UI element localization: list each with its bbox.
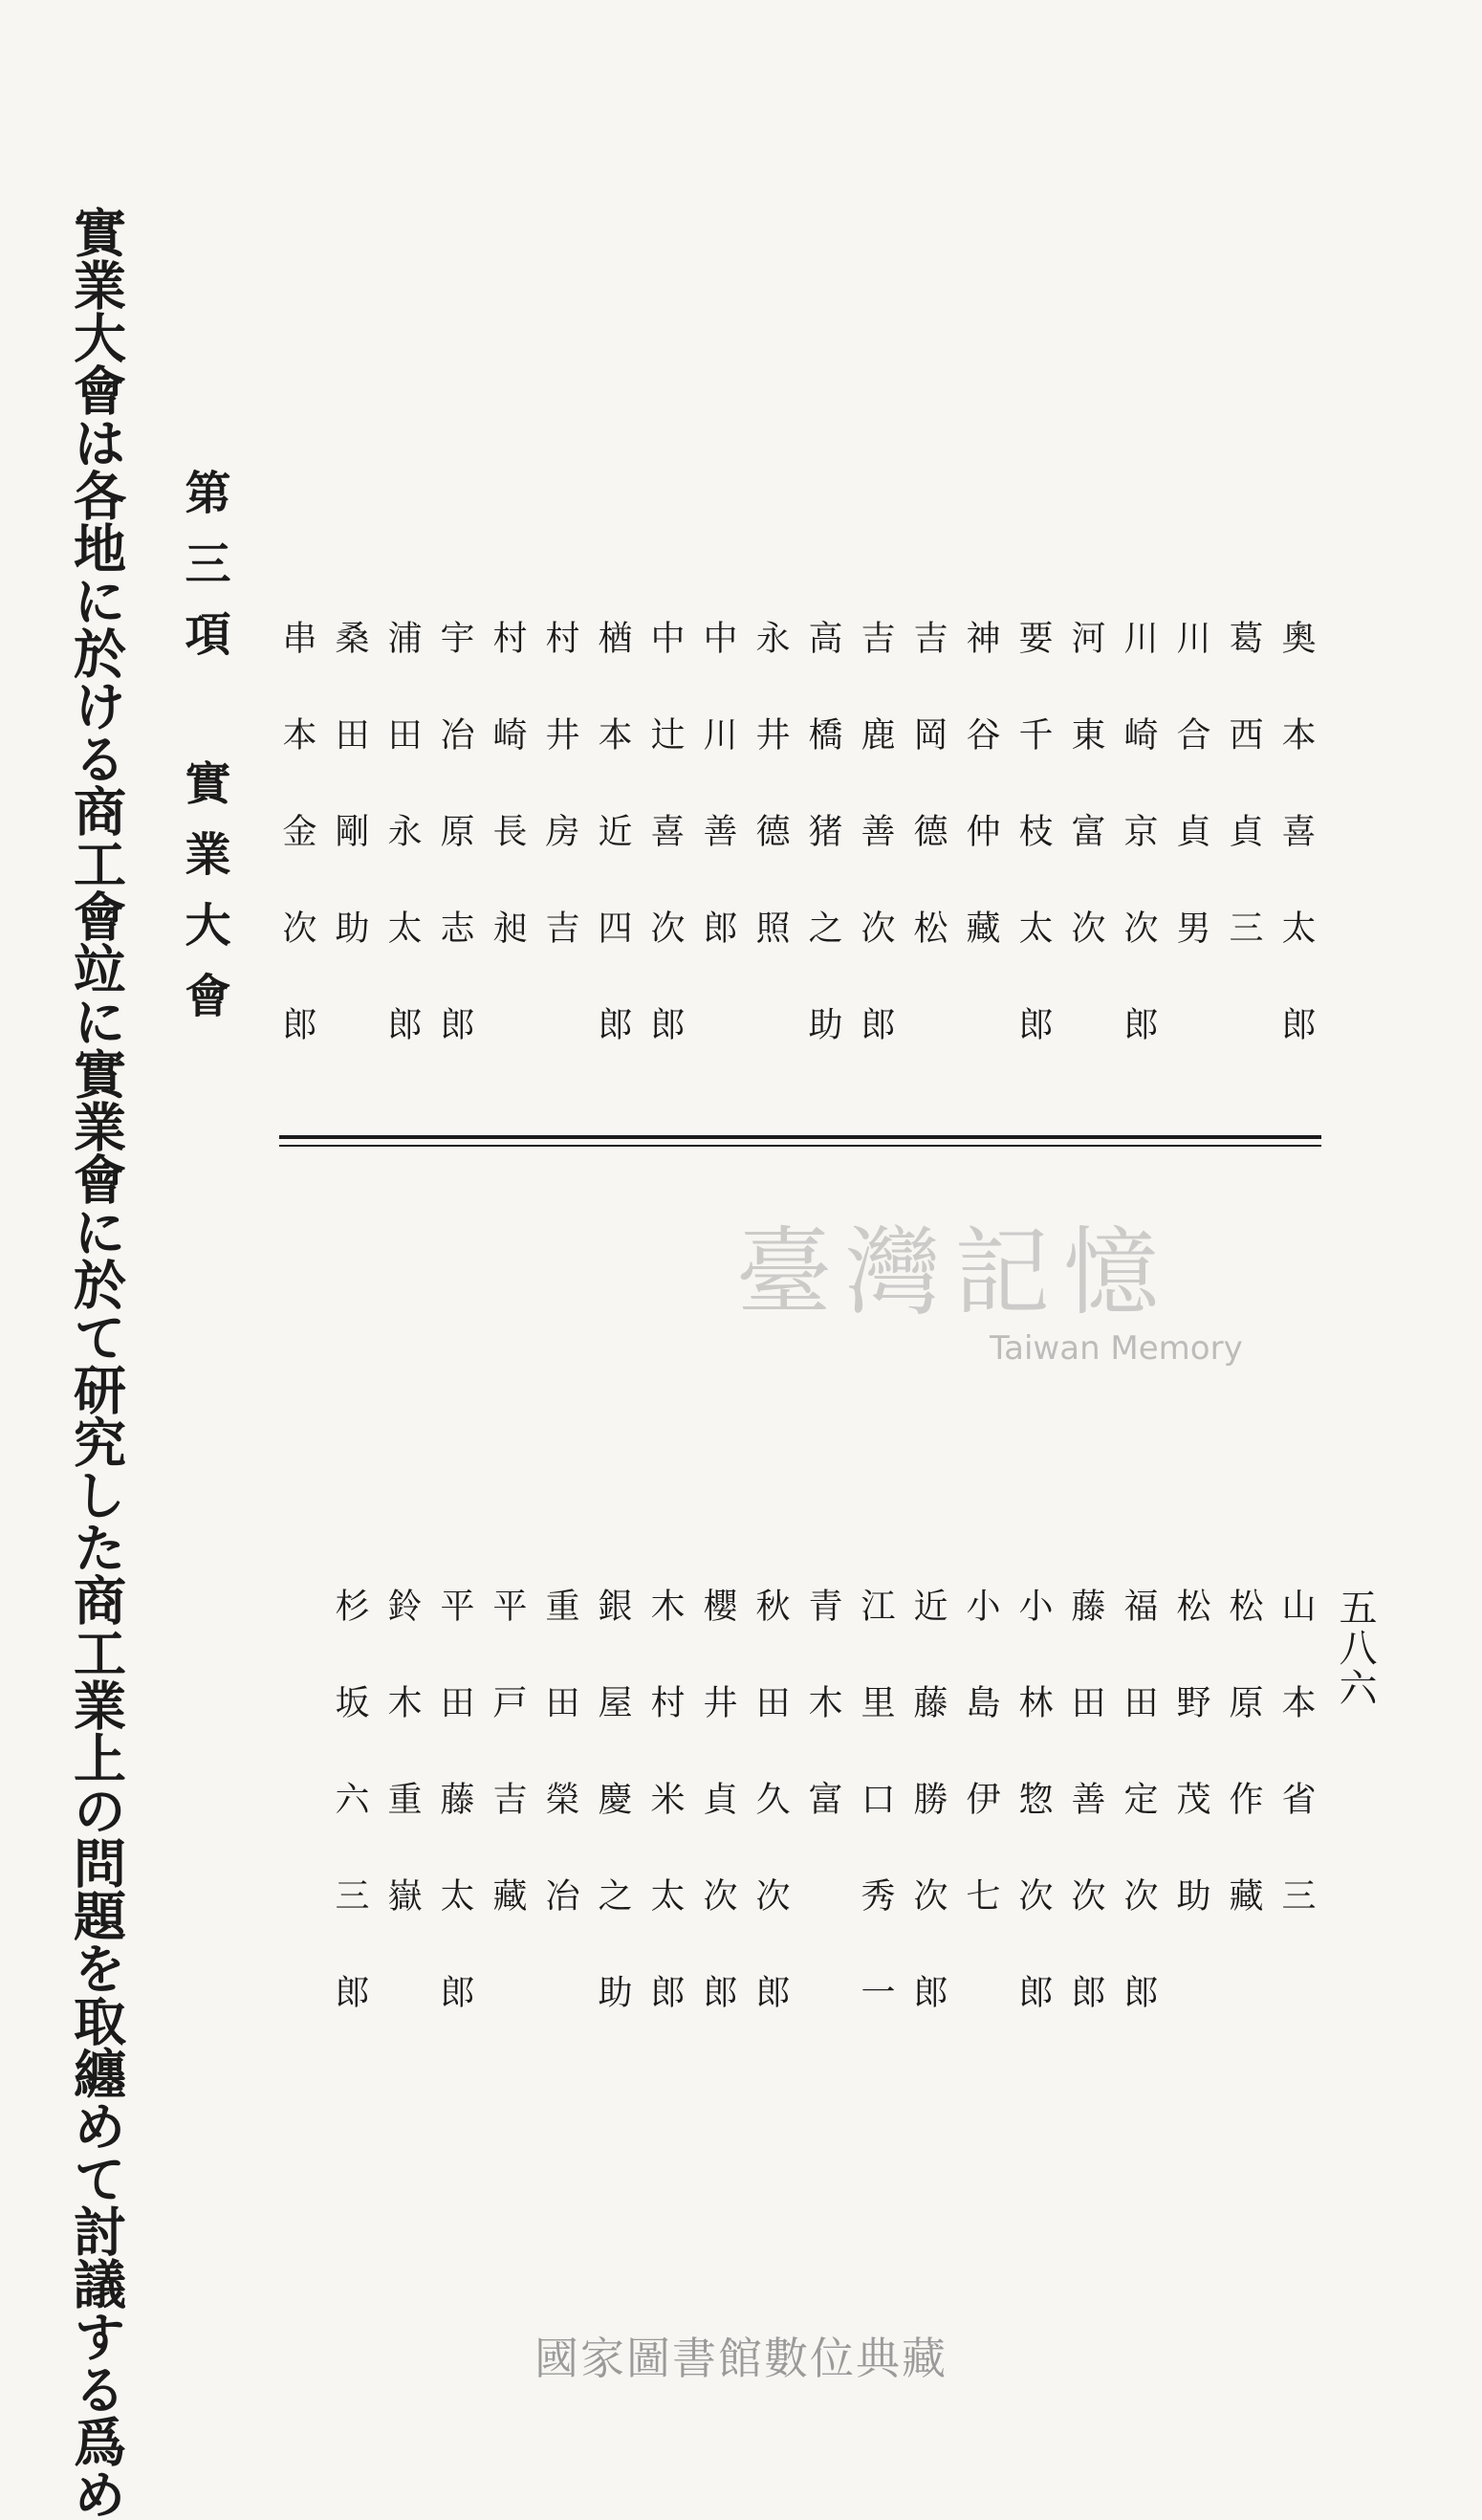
name-entry: 村井房吉 [540,620,579,1006]
name-entry: 木村米太郎 [645,1588,685,2071]
name-entry: 小島伊七 [961,1588,1000,1974]
name-entry: 桑田剛助 [330,620,369,1006]
name-entry: 中川善郎 [698,620,737,1006]
name-entry: 永井德照 [751,620,790,1006]
name-entry: 杉坂六三郎 [330,1588,369,2071]
divider-rule [279,1135,1321,1139]
name-entry: 櫻井貞次郎 [698,1588,737,2071]
name-entry: 平戸吉藏 [488,1588,527,1974]
name-entry: 中辻喜次郎 [645,620,685,1103]
name-entry: 河東富次 [1066,620,1105,1006]
body-text-column: 實業大會は各地に於ける商工會竝に實業會に於て研究した商工業上の問題を取纏めて討議する爲め [65,206,127,2520]
name-entry: 高橋猪之助 [803,620,842,1103]
name-entry: 奧本喜太郎 [1276,620,1316,1103]
name-entry: 村崎長昶 [488,620,527,1006]
name-entry: 青木富 [803,1588,842,1877]
name-entry: 重田榮冶 [540,1588,579,1974]
name-entry: 鈴木重嶽 [382,1588,422,1974]
name-entry: 江里口秀一 [856,1588,895,2071]
name-entry: 小林惣次郎 [1013,1588,1053,2071]
name-entry: 山本省三 [1276,1588,1316,1974]
divider-rule-thin [279,1145,1321,1147]
name-entry: 浦田永太郎 [382,620,422,1103]
section-heading: 第三項 實業大會 [177,469,230,1042]
name-entry: 松原作藏 [1224,1588,1263,1974]
name-entry: 松野茂助 [1171,1588,1210,1974]
name-entry: 秋田久次郎 [751,1588,790,2071]
name-entry: 神谷仲藏 [961,620,1000,1006]
name-entry: 吉鹿善次郎 [856,620,895,1103]
name-entry: 福田定次郎 [1119,1588,1158,2071]
name-entry: 宇冶原志郎 [435,620,474,1103]
name-entry: 近藤勝次郎 [908,1588,948,2071]
name-entry: 川崎京次郎 [1119,620,1158,1103]
name-entry: 楢本近四郎 [593,620,632,1103]
name-entry: 藤田善次郎 [1066,1588,1105,2071]
name-entry: 葛西貞三 [1224,620,1263,1006]
name-entry: 川合貞男 [1171,620,1210,1006]
name-entry: 吉岡德松 [908,620,948,1006]
watermark-subtitle: Taiwan Memory [990,1329,1243,1368]
name-entry: 銀屋慶之助 [593,1588,632,2071]
archive-footer: 國家圖書館數位典藏 [534,2333,948,2384]
name-entry: 平田藤太郎 [435,1588,474,2071]
name-entry: 串本金次郎 [277,620,316,1103]
name-entry: 要千枝太郎 [1013,620,1053,1103]
page-number: 五八六 [1333,1588,1377,1708]
watermark-logo: 臺灣記憶 [736,1216,1172,1328]
